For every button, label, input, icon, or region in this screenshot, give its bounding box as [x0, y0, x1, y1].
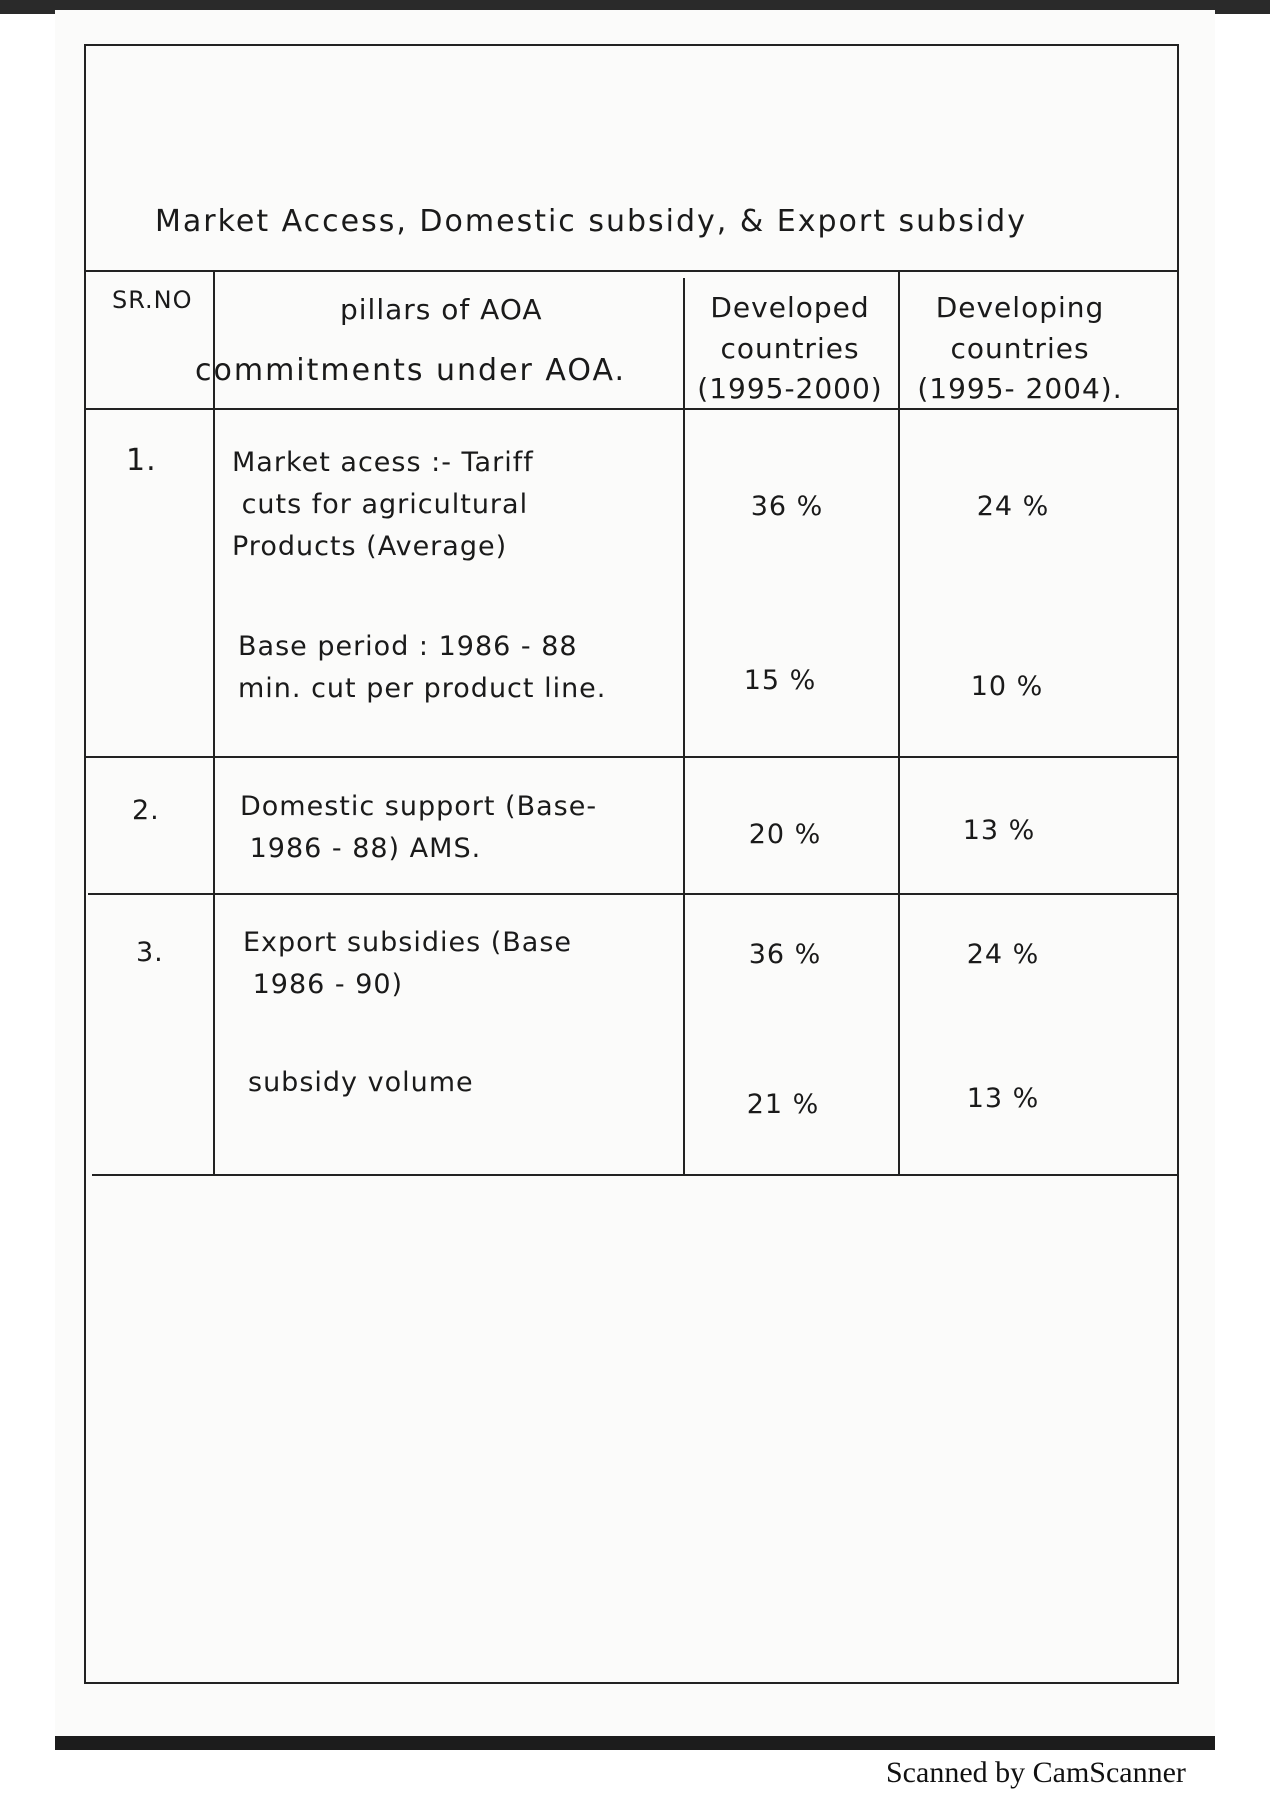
col-divider-3 [898, 272, 900, 1174]
row-2-developing: 13 % [962, 815, 1036, 846]
scan-bottom-edge [55, 1736, 1215, 1750]
col-divider-2 [683, 278, 685, 1174]
row2-divider [88, 893, 1179, 895]
row-2-sr: 2. [132, 795, 160, 826]
row-1-sr: 1. [126, 443, 157, 478]
header-developed: Developed countries (1995-2000) [697, 291, 883, 406]
header-pillars: pillars of AOA [340, 293, 543, 326]
row-2-pillar: Domestic support (Base- 1986 - 88) AMS. [240, 791, 598, 864]
row-1b-pillar: Base period : 1986 - 88 min. cut per product line. [238, 631, 607, 704]
title-divider [84, 270, 1179, 272]
title-line-2: commitments under AOA. [195, 352, 627, 388]
row-2-developed: 20 % [748, 819, 822, 850]
row1-divider [86, 756, 1179, 758]
scanner-watermark: Scanned by CamScanner [886, 1756, 1186, 1789]
row-3b-developing: 13 % [966, 1083, 1040, 1114]
row-1b-developed: 15 % [743, 665, 817, 696]
title-line-1: Market Access, Domestic subsidy, & Export subsidy [155, 204, 1027, 239]
table-bottom [92, 1174, 1179, 1176]
row-1a-developed: 36 % [750, 491, 824, 522]
row-3a-pillar: Export subsidies (Base 1986 - 90) [243, 927, 573, 1000]
row-1a-pillar: Market acess :- Tariff cuts for agricultural Products (Average) [232, 447, 534, 562]
row-3a-developing: 24 % [966, 939, 1040, 970]
row-3b-pillar: subsidy volume [248, 1067, 474, 1098]
header-sr-no: SR.NO [112, 286, 193, 314]
row-3a-developed: 36 % [748, 939, 822, 970]
row-1a-developing: 24 % [976, 491, 1050, 522]
col-divider-1 [213, 272, 215, 1174]
row-3b-developed: 21 % [746, 1089, 820, 1120]
row-3-sr: 3. [136, 937, 164, 968]
header-developing: Developing countries (1995- 2004). [917, 291, 1123, 406]
row-1b-developing: 10 % [970, 671, 1044, 702]
